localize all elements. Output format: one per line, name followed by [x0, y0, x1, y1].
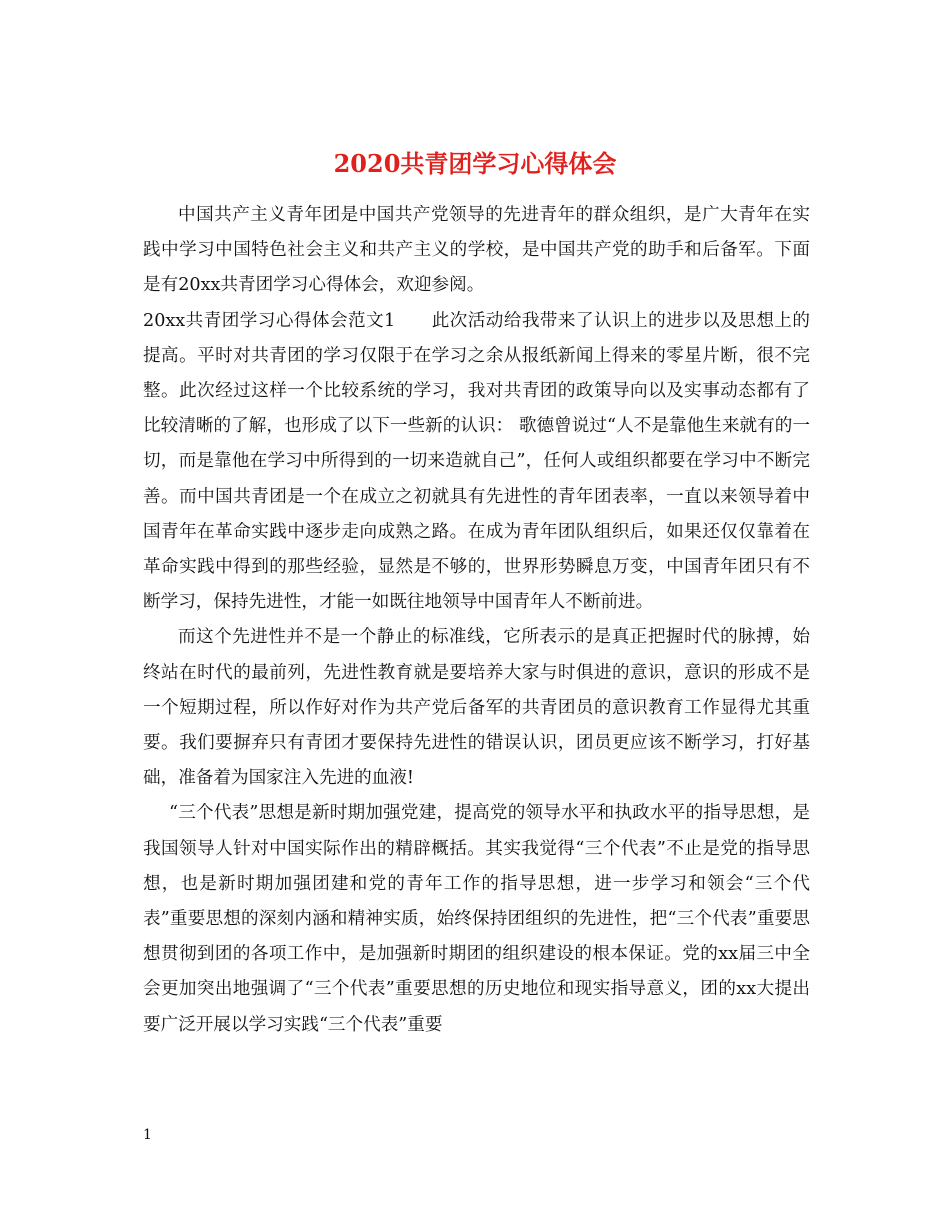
sample-heading: 20xx共青团学习心得体会范文1: [143, 310, 396, 331]
sample-section: [143, 304, 810, 621]
document-title: 2020共青团学习心得体会: [333, 149, 617, 179]
body-paragraph-3: “三个代表”思想是新时期加强党建，提高党的领导水平和执政水平的指导思想，是我国领导人针对中国实际作出的精辟概括。其实我觉得“三个代表”不止是党的指导思想，也是新时期加强团建和党的青年工作的指导思想，进一步学习和领会“三个代表”重要思想的深刻内涵和精神实质，始终保持团组织的先进性，把“三个代表”重要思想贯彻到团的各项工作中，是加强新时期团的组织建设的根本保证。党的xx届三中全会更加突出地强调了“三个代表”重要思想的历史地位和现实指导意义，团的xx大提出要广泛开展以学习实践“三个代表”重要: [143, 803, 810, 1035]
page-number: 1: [143, 1127, 152, 1143]
sample-paragraph-1: 此次活动给我带来了认识上的进步以及思想上的提高。平时对共青团的学习仅限于在学习之余从报纸新闻上得来的零星片断，很不完整。此次经过这样一个比较系统的学习，我对共青团的政策导向以及实事动态都有了比较清晰的了解，也形成了以下一些新的认识： 歌德曾说过“人不是靠他生来就有的一切，而是靠他在学习中所得到的一切来造就自己”，任何人或组织都要在学习中不断完善。而中国共青团是一个在成立之初就具有先进性的青年团表率，一直以来领导着中国青年在革命实践中逐步走向成熟之路。在成为青年团队组织后，如果还仅仅靠着在革命实践中得到的那些经验，显然是不够的，世界形势瞬息万变，中国青年团只有不断学习，保持先进性，才能一如既往地领导中国青年人不断前进。: [143, 310, 810, 613]
body-paragraph-2: 而这个先进性并不是一个静止的标准线，它所表示的是真正把握时代的脉搏，始终站在时代的最前列，先进性教育就是要培养大家与时俱进的意识，意识的形成不是一个短期过程，所以作好对作为共产党后备军的共青团员的意识教育工作显得尤其重要。我们要摒弃只有青团才要保持先进性的错误认识，团员更应该不断学习，打好基础，准备着为国家注入先进的血液!: [143, 627, 810, 789]
document-body: [143, 198, 810, 1043]
intro-paragraph: 中国共产主义青年团是中国共产党领导的先进青年的群众组织，是广大青年在实践中学习中国特色社会主义和共产主义的学校，是中国共产党的助手和后备军。下面是有20xx共青团学习心得体会，欢迎参阅。: [143, 205, 810, 296]
